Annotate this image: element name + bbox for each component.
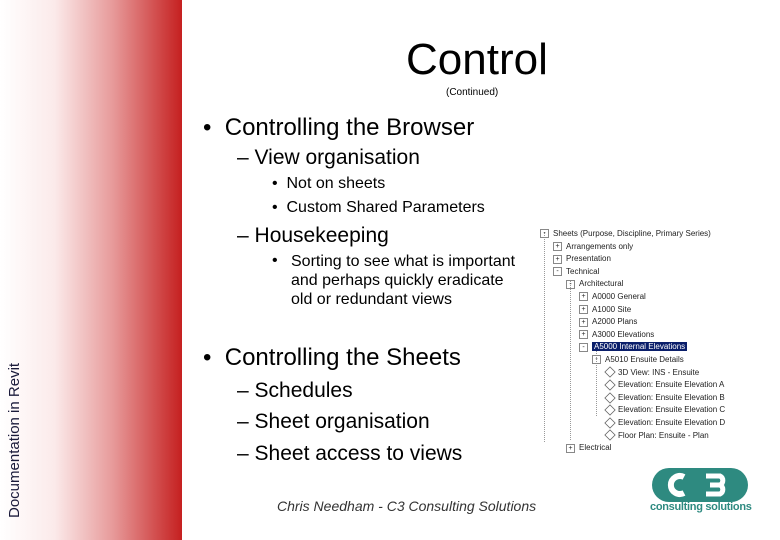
expand-icon[interactable]: +	[579, 292, 588, 301]
item-text: Sorting to see what is important and perhaps quickly eradicate old or redundant views	[291, 253, 516, 308]
project-browser-tree	[524, 218, 770, 456]
tree-row-label: Arrangements only	[566, 241, 634, 251]
tree-row-label: A3000 Elevations	[592, 329, 655, 339]
expand-icon[interactable]: +	[566, 444, 575, 453]
tree-row[interactable]	[553, 241, 633, 253]
subbullet-view-organisation	[237, 146, 420, 170]
sidebar-label: Documentation in Revit	[6, 362, 23, 518]
tree-row[interactable]	[540, 228, 711, 240]
tree-row-label: Presentation	[566, 254, 611, 264]
tree-row-label: Floor Plan: Ensuite - Plan	[618, 430, 709, 440]
view-icon	[604, 367, 615, 378]
footer-credit: Chris Needham - C3 Consulting Solutions	[277, 498, 537, 514]
dash-marker: –	[237, 224, 249, 247]
bullet-controlling-sheets	[203, 344, 461, 372]
dash-marker: –	[237, 442, 249, 465]
tree-row-label: 3D View: INS - Ensuite	[618, 367, 700, 377]
dash-marker: –	[237, 410, 249, 433]
tree-row[interactable]	[579, 304, 631, 316]
tree-row-label: A0000 General	[592, 292, 646, 301]
tree-row[interactable]	[605, 379, 724, 391]
tree-row[interactable]	[566, 278, 623, 290]
subbullet-text: View organisation	[254, 146, 420, 169]
bullet-marker: •	[203, 114, 212, 141]
tree-row-label: A1000 Site	[592, 304, 632, 314]
tree-row-label: Technical	[566, 266, 600, 276]
subbullet-text: Housekeeping	[254, 224, 389, 247]
view-icon	[604, 379, 615, 390]
expand-icon[interactable]: +	[579, 305, 588, 314]
tree-row[interactable]	[579, 341, 687, 353]
tree-row[interactable]	[605, 404, 725, 416]
expand-icon[interactable]: +	[553, 242, 562, 251]
tree-guide-line	[544, 232, 545, 442]
slide-subtitle: (Continued)	[446, 87, 499, 98]
logo-tagline: consulting solutions	[650, 501, 752, 513]
item-custom-params	[272, 199, 485, 217]
view-icon	[604, 392, 615, 403]
subbullet-sheet-organisation	[237, 410, 430, 434]
dash-marker: –	[237, 379, 249, 402]
bullet-marker: •	[272, 175, 278, 192]
bullet-marker: •	[272, 252, 278, 269]
expand-icon[interactable]: +	[553, 255, 562, 264]
tree-row-label: Elevation: Ensuite Elevation A	[618, 380, 725, 390]
tree-row[interactable]	[553, 266, 599, 278]
subbullet-schedules	[237, 379, 353, 403]
item-text: Not on sheets	[286, 175, 386, 192]
bullet-text: Controlling the Sheets	[224, 344, 461, 371]
collapse-icon[interactable]: -	[553, 267, 562, 276]
tree-row[interactable]	[592, 354, 684, 366]
collapse-icon[interactable]: -	[540, 229, 549, 238]
tree-row[interactable]	[605, 367, 699, 379]
bullet-marker: •	[203, 344, 212, 371]
tree-row[interactable]	[566, 442, 611, 454]
tree-row-label: A5000 Internal Elevations	[594, 342, 686, 352]
bullet-text: Controlling the Browser	[224, 114, 475, 141]
item-not-on-sheets	[272, 175, 385, 193]
subbullet-text: Schedules	[254, 379, 353, 402]
collapse-icon[interactable]: -	[592, 355, 601, 364]
tree-row[interactable]	[579, 291, 646, 303]
tree-guide-line	[570, 280, 571, 440]
view-icon	[604, 417, 615, 428]
tree-row-label: A5010 Ensuite Details	[605, 355, 684, 364]
tree-row[interactable]	[579, 316, 637, 328]
logo-badge	[652, 468, 748, 502]
subbullet-sheet-access	[237, 442, 462, 466]
tree-row-label: Architectural	[579, 279, 624, 289]
item-text: Custom Shared Parameters	[286, 199, 485, 216]
tree-row[interactable]	[553, 253, 611, 265]
tree-row-label: A2000 Plans	[592, 317, 638, 327]
dash-marker: –	[237, 146, 249, 169]
tree-row-label: Elevation: Ensuite Elevation D	[618, 418, 726, 427]
expand-icon[interactable]: +	[579, 318, 588, 327]
tree-row[interactable]	[605, 392, 725, 404]
subbullet-text: Sheet organisation	[254, 410, 430, 433]
view-icon	[604, 430, 615, 441]
collapse-icon[interactable]: -	[579, 343, 588, 352]
tree-row[interactable]	[605, 430, 709, 442]
tree-row-label: Sheets (Purpose, Discipline, Primary Series)	[553, 229, 711, 238]
tree-row-label: Elevation: Ensuite Elevation B	[618, 392, 725, 402]
tree-row[interactable]	[605, 417, 725, 429]
sidebar-band	[0, 0, 182, 540]
tree-row[interactable]	[579, 329, 654, 341]
expand-icon[interactable]: +	[579, 330, 588, 339]
slide-title: Control	[406, 35, 548, 84]
bullet-controlling-browser	[203, 114, 474, 142]
view-icon	[604, 405, 615, 416]
tree-row-label: Elevation: Ensuite Elevation C	[618, 405, 726, 415]
bullet-marker: •	[272, 199, 278, 216]
subbullet-housekeeping	[237, 224, 389, 248]
subbullet-text: Sheet access to views	[254, 442, 463, 465]
collapse-icon[interactable]: -	[566, 280, 575, 289]
tree-row-label: Electrical	[579, 443, 612, 453]
